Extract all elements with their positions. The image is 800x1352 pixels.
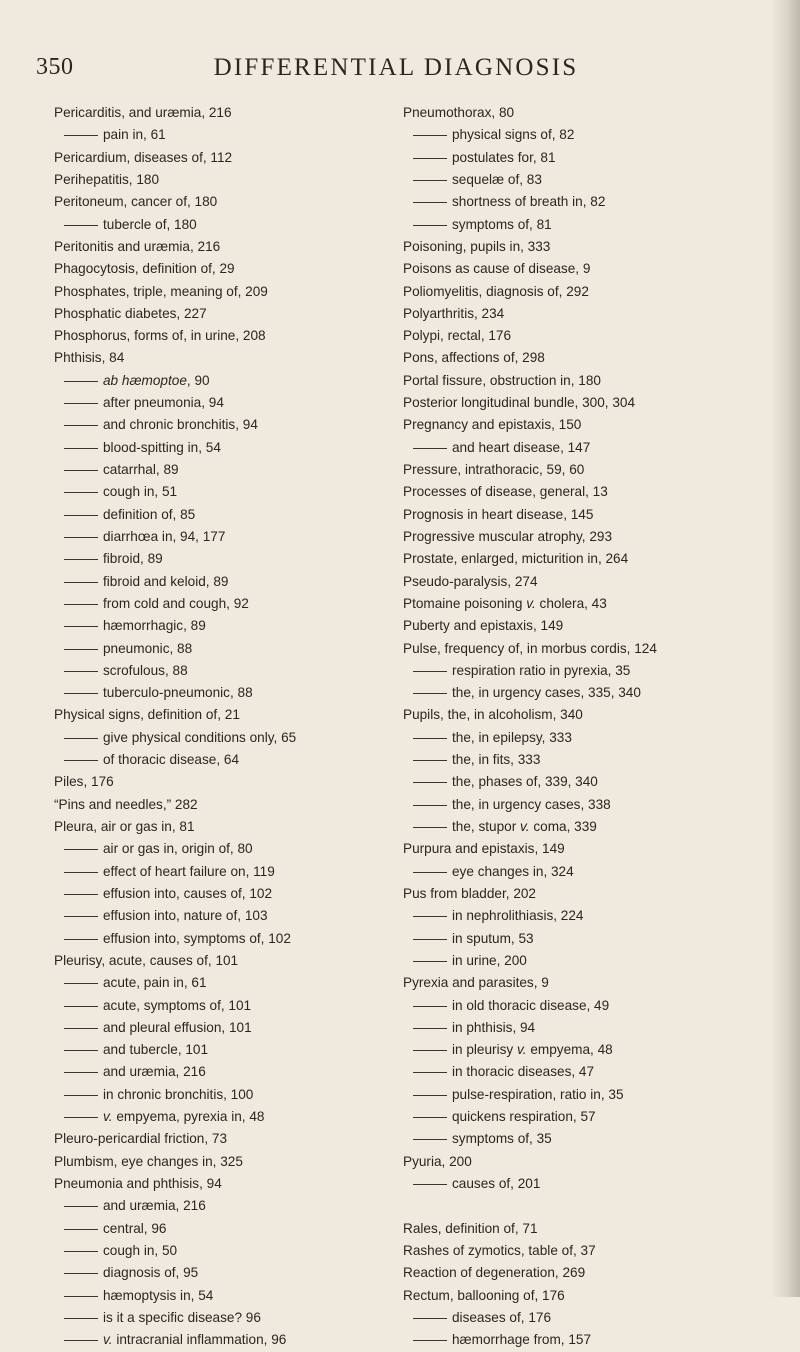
index-subentry: physical signs of, 82 <box>403 124 765 146</box>
index-subentry: of thoracic disease, 64 <box>54 749 394 771</box>
index-entry: Progressive muscular atrophy, 293 <box>403 528 613 544</box>
index-subentry: and pleural effusion, 101 <box>54 1017 394 1039</box>
index-entry: Polypi, rectal, 176 <box>403 328 512 344</box>
index-entry: Pneumonia and phthisis, 94 <box>54 1176 222 1191</box>
index-subentry: after pneumonia, 94 <box>54 392 394 414</box>
index-subentry: the, phases of, 339, 340 <box>403 771 765 793</box>
index-entry: Plumbism, eye changes in, 325 <box>54 1153 243 1169</box>
index-subentry: quickens respiration, 57 <box>403 1106 765 1128</box>
page-header <box>36 54 756 90</box>
index-entry: Phosphorus, forms of, in urine, 208 <box>54 328 266 344</box>
index-entry: Phthisis, 84 <box>54 350 125 366</box>
index-subentry: cough in, 51 <box>54 481 394 503</box>
index-entry: Phagocytosis, definition of, 29 <box>54 261 235 277</box>
index-subentry: pneumonic, 88 <box>54 638 394 660</box>
index-subentry: and chronic bronchitis, 94 <box>54 414 394 436</box>
index-entry: Prognosis in heart disease, 145 <box>403 506 594 522</box>
index-subentry: fibroid and keloid, 89 <box>54 571 394 593</box>
index-entry: Peritoneum, cancer of, 180 <box>54 194 218 210</box>
index-subentry: give physical conditions only, 65 <box>54 727 394 749</box>
page-number: 350 <box>36 54 74 80</box>
index-subentry: central, 96 <box>54 1218 394 1240</box>
index-subentry: in pleurisy v. empyema, 48 <box>403 1039 765 1061</box>
index-entry: Pons, affections of, 298 <box>403 350 545 366</box>
index-entry: Rashes of zymotics, table of, 37 <box>403 1242 596 1258</box>
index-subentry: ab hæmoptoe, 90 <box>54 370 394 392</box>
index-subentry: the, in urgency cases, 335, 340 <box>403 682 765 704</box>
index-entry: Piles, 176 <box>54 774 114 790</box>
index-subentry: cough in, 50 <box>54 1240 394 1262</box>
index-subentry: hæmoptysis in, 54 <box>54 1285 394 1307</box>
running-title: DIFFERENTIAL DIAGNOSIS <box>213 54 579 81</box>
index-column-right <box>403 102 765 1352</box>
index-subentry: and tubercle, 101 <box>54 1039 394 1061</box>
index-subentry: diseases of, 176 <box>403 1307 765 1329</box>
index-entry: Pleura, air or gas in, 81 <box>54 819 195 834</box>
index-entry: Polyarthritis, 234 <box>403 305 505 321</box>
index-entry: Pyrexia and parasites, 9 <box>403 975 549 991</box>
index-entry: Reaction of degeneration, 269 <box>403 1265 586 1281</box>
index-subentry: hæmorrhagic, 89 <box>54 615 394 637</box>
index-entry: Phosphatic diabetes, 227 <box>54 305 207 321</box>
index-subentry: effusion into, causes of, 102 <box>54 883 394 905</box>
index-subentry: v. intracranial inflammation, 96 <box>54 1329 394 1351</box>
index-subentry: definition of, 85 <box>54 504 394 526</box>
index-subentry: symptoms of, 81 <box>403 214 765 236</box>
index-subentry: pulse-respiration, ratio in, 35 <box>403 1084 765 1106</box>
index-subentry: diagnosis of, 95 <box>54 1262 394 1284</box>
index-entry: Physical signs, definition of, 21 <box>54 707 240 723</box>
index-entry: Perihepatitis, 180 <box>54 171 160 187</box>
index-subentry: from cold and cough, 92 <box>54 593 394 615</box>
index-entry: Rectum, ballooning of, 176 <box>403 1287 565 1303</box>
index-subentry: the, in fits, 333 <box>403 749 765 771</box>
index-subentry: and uræmia, 216 <box>54 1195 394 1217</box>
index-entry: Pupils, the, in alcoholism, 340 <box>403 707 583 723</box>
index-subentry: the, in epilepsy, 333 <box>403 727 765 749</box>
index-subentry: catarrhal, 89 <box>54 459 394 481</box>
index-subentry: in nephrolithiasis, 224 <box>403 905 765 927</box>
index-subentry: effusion into, nature of, 103 <box>54 905 394 927</box>
index-subentry: shortness of breath in, 82 <box>403 191 765 213</box>
index-entry: Processes of disease, general, 13 <box>403 484 608 500</box>
index-entry: Puberty and epistaxis, 149 <box>403 618 564 634</box>
index-subentry: effusion into, symptoms of, 102 <box>54 928 394 950</box>
index-entry: Portal fissure, obstruction in, 180 <box>403 372 601 388</box>
index-entry: Poliomyelitis, diagnosis of, 292 <box>403 283 589 299</box>
index-subentry: in sputum, 53 <box>403 928 765 950</box>
index-entry: Pericarditis, and uræmia, 216 <box>54 105 232 120</box>
index-subentry: the, stupor v. coma, 339 <box>403 816 765 838</box>
index-subentry: v. empyema, pyrexia in, 48 <box>54 1106 394 1128</box>
index-subentry: air or gas in, origin of, 80 <box>54 838 394 860</box>
index-entry: Pleuro-pericardial friction, 73 <box>54 1131 228 1147</box>
index-subentry: tuberculo-pneumonic, 88 <box>54 682 394 704</box>
index-entry: Pus from bladder, 202 <box>403 885 536 901</box>
index-subentry: acute, symptoms of, 101 <box>54 995 394 1017</box>
index-entry: Prostate, enlarged, micturition in, 264 <box>403 551 629 567</box>
index-subentry: in phthisis, 94 <box>403 1017 765 1039</box>
index-subentry: in thoracic diseases, 47 <box>403 1061 765 1083</box>
index-subentry: eye changes in, 324 <box>403 861 765 883</box>
index-subentry: in old thoracic disease, 49 <box>403 995 765 1017</box>
index-subentry: in chronic bronchitis, 100 <box>54 1084 394 1106</box>
index-entry: Pregnancy and epistaxis, 150 <box>403 417 582 433</box>
index-subentry: symptoms of, 35 <box>403 1128 765 1150</box>
index-entry: Pressure, intrathoracic, 59, 60 <box>403 462 585 477</box>
index-subentry: acute, pain in, 61 <box>54 972 394 994</box>
index-entry: Pseudo-paralysis, 274 <box>403 573 538 589</box>
index-subentry: causes of, 201 <box>403 1173 765 1195</box>
index-subentry: effect of heart failure on, 119 <box>54 861 394 883</box>
index-subentry: scrofulous, 88 <box>54 660 394 682</box>
index-subentry: diarrhœa in, 94, 177 <box>54 526 394 548</box>
index-entry: “Pins and needles,” 282 <box>54 796 198 812</box>
index-subentry: hæmorrhage from, 157 <box>403 1329 765 1351</box>
index-entry: Poisons as cause of disease, 9 <box>403 261 591 277</box>
index-entry: Phosphates, triple, meaning of, 209 <box>54 283 268 299</box>
index-entry: Pleurisy, acute, causes of, 101 <box>54 952 239 968</box>
index-subentry: in urine, 200 <box>403 950 765 972</box>
index-entry: Pyuria, 200 <box>403 1153 472 1169</box>
index-entry: Pneumothorax, 80 <box>403 105 515 120</box>
page-edge-shadow <box>770 0 800 1297</box>
index-entry: Poisoning, pupils in, 333 <box>403 238 551 254</box>
index-subentry: is it a specific disease? 96 <box>54 1307 394 1329</box>
index-subentry: sequelæ of, 83 <box>403 169 765 191</box>
index-entry: Rales, definition of, 71 <box>403 1220 538 1236</box>
index-spacer <box>403 1195 765 1217</box>
index-subentry: the, in urgency cases, 338 <box>403 794 765 816</box>
index-subentry: postulates for, 81 <box>403 147 765 169</box>
index-entry: Purpura and epistaxis, 149 <box>403 841 565 857</box>
index-subentry: and uræmia, 216 <box>54 1061 394 1083</box>
index-entry: Pulse, frequency of, in morbus cordis, 124 <box>403 640 657 656</box>
index-entry: Pericardium, diseases of, 112 <box>54 149 233 165</box>
index-entry: Ptomaine poisoning v. cholera, 43 <box>403 595 607 611</box>
index-subentry: respiration ratio in pyrexia, 35 <box>403 660 765 682</box>
index-entry: Peritonitis and uræmia, 216 <box>54 238 221 254</box>
index-subentry: fibroid, 89 <box>54 548 394 570</box>
index-column-left <box>54 102 394 1352</box>
index-subentry: and heart disease, 147 <box>403 437 765 459</box>
index-subentry: pain in, 61 <box>54 124 394 146</box>
index-entry: Posterior longitudinal bundle, 300, 304 <box>403 395 636 411</box>
index-subentry: tubercle of, 180 <box>54 214 394 236</box>
index-subentry: blood-spitting in, 54 <box>54 437 394 459</box>
